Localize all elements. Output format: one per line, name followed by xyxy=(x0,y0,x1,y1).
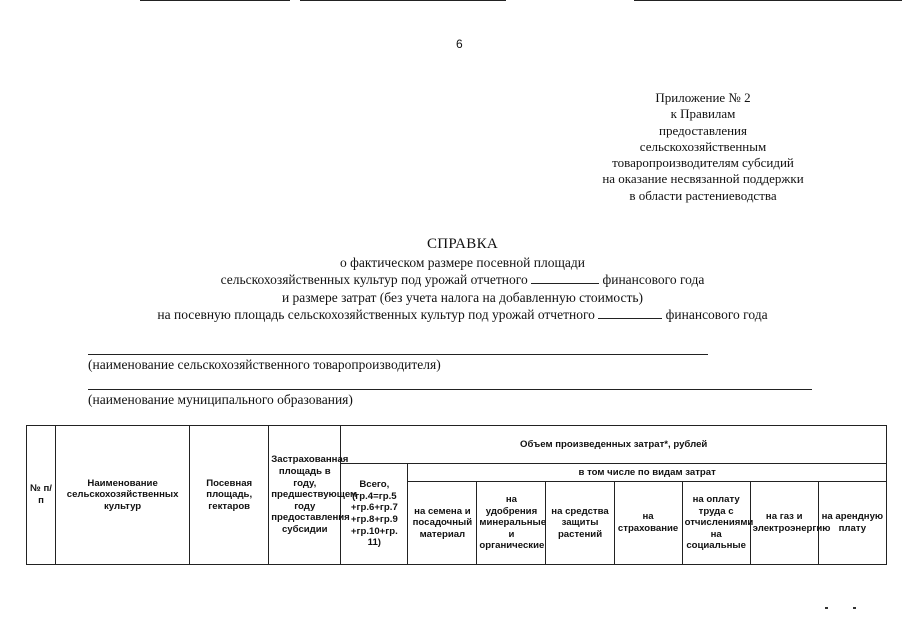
col-gas-electricity-header: на газ и электроэнергию xyxy=(750,482,818,565)
appendix-line: на оказание несвязанной поддержки xyxy=(602,171,804,187)
producer-name-caption: (наименование сельскохозяйственного товаропроизводителя) xyxy=(88,357,441,372)
appendix-line: к Правилам xyxy=(670,106,736,122)
scan-speck xyxy=(825,607,828,609)
title-line-text: финансового года xyxy=(602,272,705,287)
title-line xyxy=(40,271,885,289)
producer-name-field[interactable] xyxy=(88,354,708,355)
col-insured-area-header: Застрахованная площадь в году, предшествующем году предоставления субсидии xyxy=(269,426,341,565)
col-total-header: Всего, (гр.4=гр.5 +гр.6+гр.7 +гр.8+гр.9 +гр.10+гр. 11) xyxy=(341,464,408,565)
appendix-line: в области растениеводства xyxy=(629,187,777,203)
title-line xyxy=(40,306,885,324)
col-fertilizers-header: на удобрения минеральные и органические xyxy=(477,482,546,565)
costs-table xyxy=(26,425,887,565)
scan-speck xyxy=(853,607,856,609)
appendix-line: товаропроизводителям субсидий xyxy=(612,155,794,171)
appendix-line: предоставления xyxy=(659,122,747,138)
municipality-name-field[interactable] xyxy=(88,389,812,390)
col-rent-header: на арендную плату xyxy=(818,482,886,565)
by-cost-type-header: в том числе по видам затрат xyxy=(408,464,887,482)
title-line-text: финансового года xyxy=(665,307,768,322)
top-rule-1 xyxy=(140,0,290,1)
col-plant-protection-header: на средства защиты растений xyxy=(546,482,614,565)
year-blank-field[interactable] xyxy=(531,271,599,284)
appendix-note xyxy=(560,90,846,204)
col-seeds-header: на семена и посадочный материал xyxy=(408,482,477,565)
municipality-name-caption: (наименование муниципального образования) xyxy=(88,392,353,407)
col-crop-header: Наименование сельскохозяйственных культур xyxy=(56,426,190,565)
title-line: о фактическом размере посевной площади xyxy=(340,254,585,270)
title-line: и размере затрат (без учета налога на добавленную стоимость) xyxy=(281,289,644,305)
col-area-header: Посевная площадь, гектаров xyxy=(190,426,269,565)
top-rule-3 xyxy=(634,0,902,1)
appendix-line: сельскохозяйственным xyxy=(639,138,767,154)
appendix-line: Приложение № 2 xyxy=(655,90,751,105)
col-labor-header: на оплату труда с отчислениями на социальные xyxy=(682,482,750,565)
title-line-text: на посевную площадь сельскохозяйственных культур под урожай отчетного xyxy=(157,307,595,322)
document-title-block xyxy=(40,236,885,324)
title-line-text: сельскохозяйственных культур под урожай отчетного xyxy=(220,272,528,287)
top-rule-2 xyxy=(300,0,506,1)
col-insurance-header: на страхование xyxy=(614,482,682,565)
col-number-header: № п/п xyxy=(27,426,56,565)
year-blank-field[interactable] xyxy=(598,306,662,319)
document-title: СПРАВКА xyxy=(426,236,499,252)
costs-volume-header: Объем произведенных затрат*, рублей xyxy=(341,426,887,464)
page-number: 6 xyxy=(456,37,463,51)
